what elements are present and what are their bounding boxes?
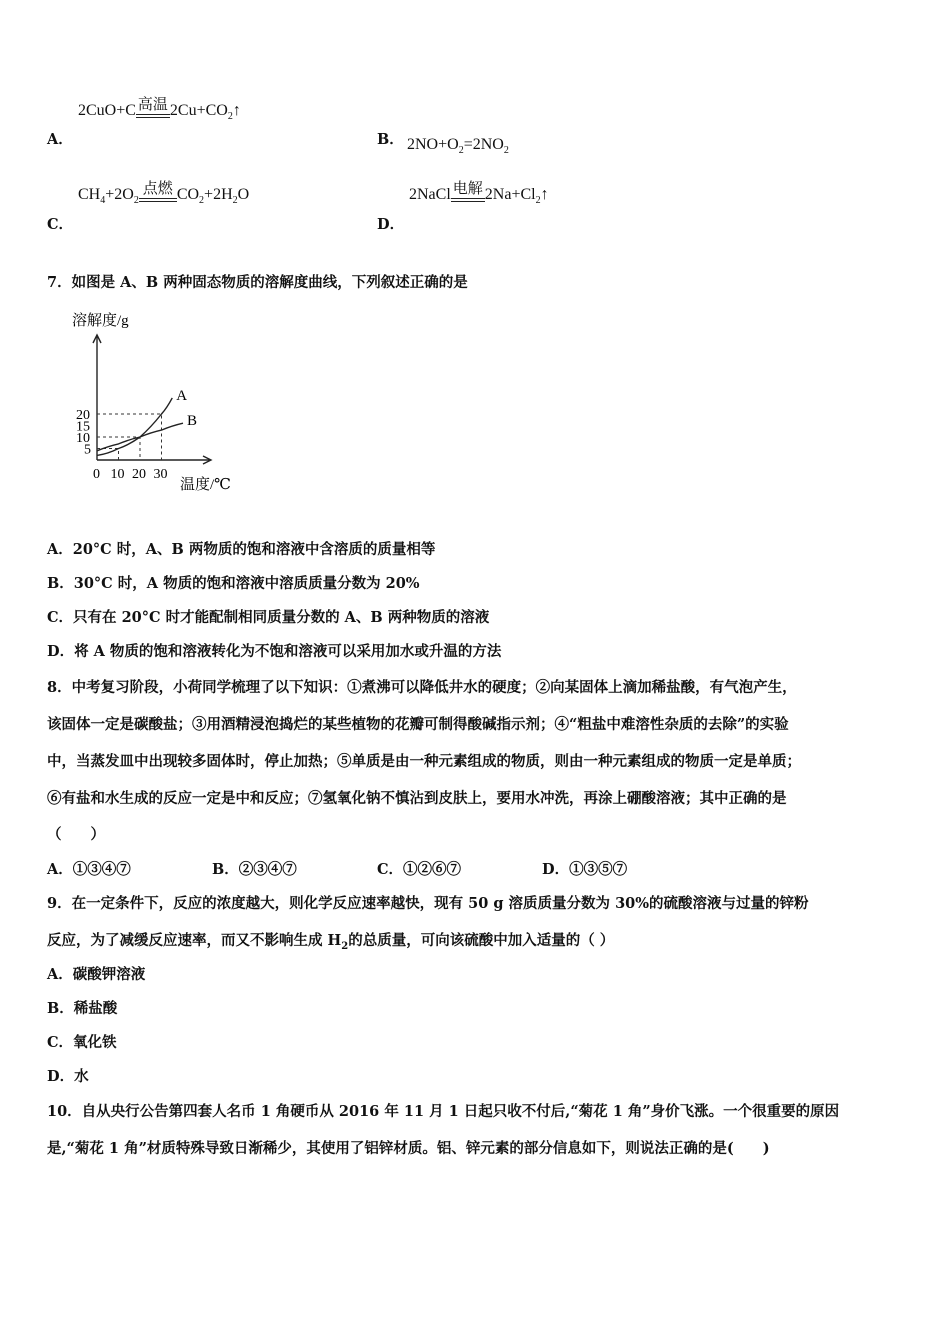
curve-label-b: B: [187, 413, 198, 430]
y-tick-label: 20: [76, 408, 90, 423]
q8-option-d[interactable]: D．①③⑤⑦: [542, 861, 628, 878]
q6-option-c-label[interactable]: C．: [47, 216, 74, 233]
subscript: 2: [535, 195, 541, 207]
equation-part: 2NO+O: [407, 136, 459, 153]
subscript: 2: [133, 195, 139, 207]
q9-option-b[interactable]: B．稀盐酸: [47, 1000, 118, 1017]
reaction-condition: 点燃: [142, 181, 173, 198]
x-axis-label: 温度/℃: [180, 477, 231, 493]
q8-stem-line: 中，当蒸发皿中出现较多固体时，停止加热；⑤单质是由一种元素组成的物质，则由一种元素组成的物质一定是单质；: [47, 753, 801, 770]
q8-answer-blank: （ ）: [47, 826, 105, 843]
q8-option-b[interactable]: B．②③④⑦: [212, 861, 297, 878]
equation-part: O: [237, 186, 250, 203]
q6-option-b-label[interactable]: B．: [377, 131, 404, 148]
equation-part: =2NO: [463, 136, 504, 153]
q9-option-a[interactable]: A．碳酸钾溶液: [47, 966, 146, 983]
gas-arrow: ↑: [540, 186, 549, 203]
q7-option-d[interactable]: D．将 A 物质的饱和溶液转化为不饱和溶液可以采用加水或升温的方法: [47, 643, 502, 660]
q8-stem-line: ⑥有盐和水生成的反应一定是中和反应；⑦氢氧化钠不慎沾到皮肤上，要用水冲洗，再涂上硼酸溶液；其中正确的是: [47, 790, 787, 807]
x-tick-label: 20: [132, 467, 146, 482]
equation-part: +2H: [204, 186, 233, 203]
text: 的总质量，可向该硫酸中加入适量的（ ）: [348, 932, 615, 949]
q6-option-a-label[interactable]: A．: [47, 131, 73, 148]
curve-label-a: A: [176, 387, 188, 404]
equation-products: 2Cu+CO: [169, 102, 228, 119]
q8-stem-line: 8．中考复习阶段，小荷同学梳理了以下知识：①煮沸可以降低井水的硬度；②向某固体上滴加稀盐酸，有气泡产生，: [47, 679, 797, 696]
tick-labels: [76, 408, 168, 482]
q6-option-d-equation: [409, 181, 549, 207]
q8-option-a[interactable]: A．①③④⑦: [47, 861, 131, 878]
y-tick-label: 15: [76, 419, 90, 435]
q9-option-d[interactable]: D．水: [47, 1068, 89, 1085]
x-tick-label: 0: [93, 467, 100, 482]
equation-products: 2Na+Cl: [484, 186, 536, 203]
subscript: 2: [458, 145, 464, 157]
q7-stem: 7．如图是 A、B 两种固态物质的溶解度曲线，下列叙述正确的是: [47, 274, 468, 291]
subscript: 4: [100, 195, 106, 207]
q7-option-a[interactable]: A．20°C 时，A、B 两物质的饱和溶液中含溶质的质量相等: [47, 541, 436, 558]
y-tick-label: 5: [84, 442, 91, 458]
q6-option-c-equation: [78, 181, 250, 207]
x-tick-label: 10: [110, 467, 125, 482]
reaction-condition: 高温: [137, 97, 168, 114]
q6-option-b-equation: [407, 136, 509, 156]
q10-stem-line: 是,“菊花 1 角”材质特殊导致日渐稀少，其使用了铝锌材质。铝、锌元素的部分信息如下，则说法正确的是( ): [47, 1140, 770, 1157]
y-tick-label: 10: [76, 431, 90, 446]
q6-option-a-equation: [78, 97, 241, 123]
q9-option-c[interactable]: C．氧化铁: [47, 1034, 117, 1051]
x-tick-label: 30: [153, 467, 168, 482]
solubility-chart: [60, 306, 250, 496]
y-axis-label: 溶解度/g: [72, 313, 129, 329]
subscript: 2: [232, 195, 238, 207]
q10-stem-line: 10．自从央行公告第四套人名币 1 角硬币从 2016 年 11 月 1 日起只收不付后,“菊花 1 角”身价飞涨。一个很重要的原因: [47, 1103, 840, 1120]
subscript: 2: [503, 145, 509, 157]
curves: [97, 388, 197, 456]
equation-part: +2O: [105, 186, 134, 203]
equation-reactants: 2CuO+C: [78, 102, 136, 119]
subscript: 2: [227, 111, 233, 123]
q7-option-c[interactable]: C．只有在 20°C 时才能配制相同质量分数的 A、B 两种物质的溶液: [47, 609, 490, 626]
q8-option-c[interactable]: C．①②⑥⑦: [377, 861, 462, 878]
q9-stem-line: [47, 929, 614, 952]
axes: [93, 335, 211, 464]
equation-part: CO: [176, 186, 200, 203]
q7-option-b[interactable]: B．30°C 时，A 物质的饱和溶液中溶质质量分数为 20%: [47, 575, 420, 592]
subscript: 2: [199, 195, 205, 207]
q9-stem-line: 9．在一定条件下，反应的浓度越大，则化学反应速率越快，现有 50 g 溶质质量分数为 30%的硫酸溶液与过量的锌粉: [47, 895, 809, 912]
gas-arrow: ↑: [232, 102, 241, 119]
subscript: 2: [341, 940, 349, 952]
equation-part: CH: [78, 186, 101, 203]
q6-option-d-label[interactable]: D．: [377, 216, 405, 233]
q8-stem-line: 该固体一定是碳酸盐；③用酒精浸泡捣烂的某些植物的花瓣可制得酸碱指示剂；④“粗盐中难溶性杂质的去除”的实验: [47, 716, 789, 733]
text: 反应，为了减缓反应速率，而又不影响生成 H: [47, 932, 342, 949]
reaction-condition: 电解: [452, 181, 483, 198]
equation-reactants: 2NaCl: [409, 186, 451, 203]
